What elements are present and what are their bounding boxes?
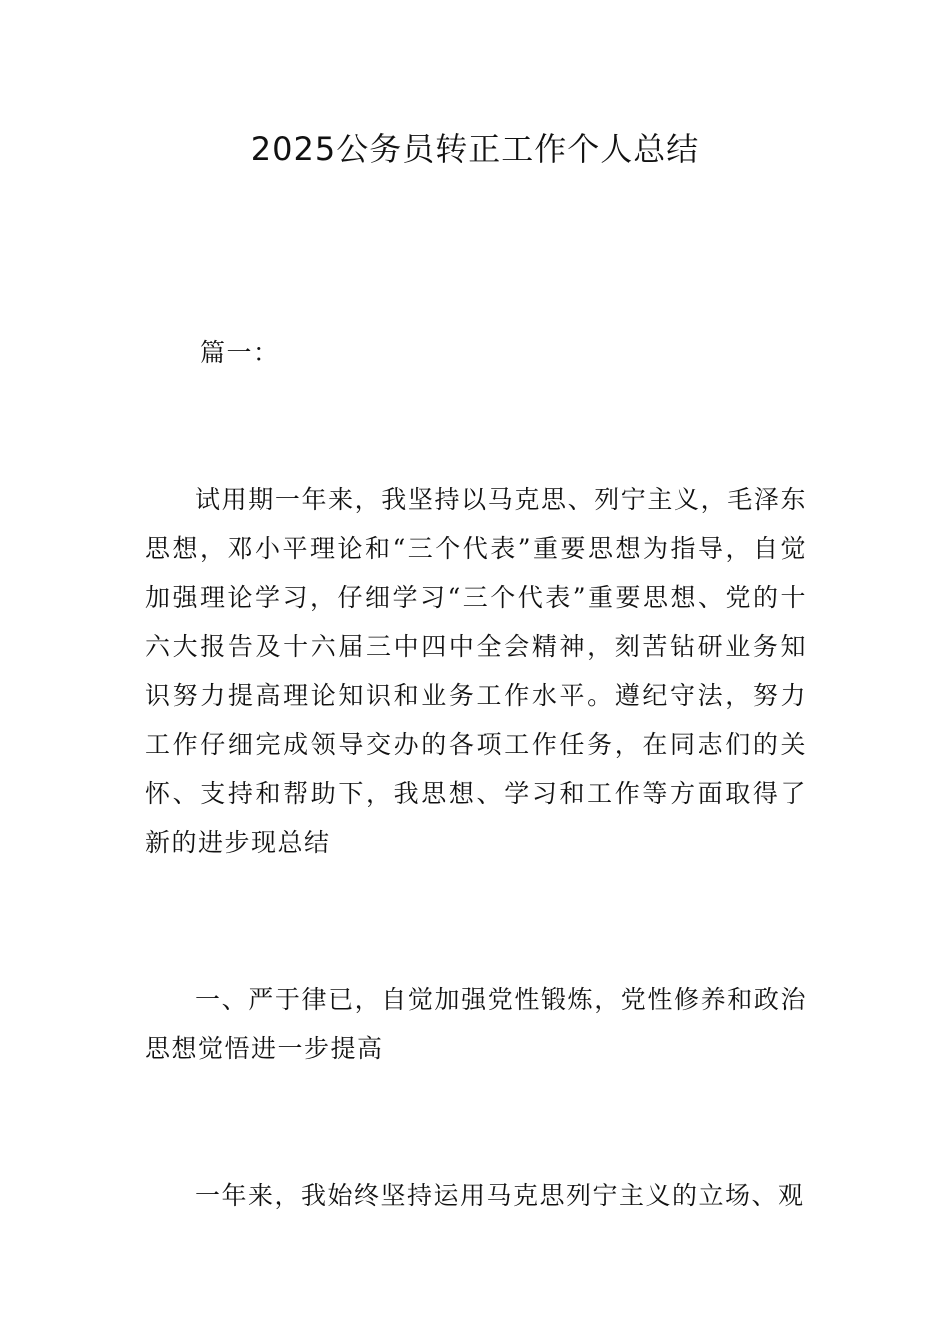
- section-heading-1: 一、严于律已，自觉加强党性锻炼，党性修养和政治思想觉悟进一步提高: [145, 985, 807, 1063]
- document-title: 2025公务员转正工作个人总结: [250, 130, 700, 168]
- body-paragraph-1: 一年来，我始终坚持运用马克思列宁主义的立场、观: [195, 1181, 805, 1210]
- section-label: 篇一：: [200, 338, 280, 367]
- intro-paragraph: 试用期一年来，我坚持以马克思、列宁主义，毛泽东思想，邓小平理论和“三个代表”重要思想为指导，自觉加强理论学习，仔细学习“三个代表”重要思想、党的十六大报告及十六届三中四中全会精神，刻苦钻研业务知识努力提高理论知识和业务工作水平。遵纪守法，努力工作仔细完成领导交办的各项工作任务，在同志们的关怀、支持和帮助下，我思想、学习和工作等方面取得了新的进步现总结: [145, 485, 807, 857]
